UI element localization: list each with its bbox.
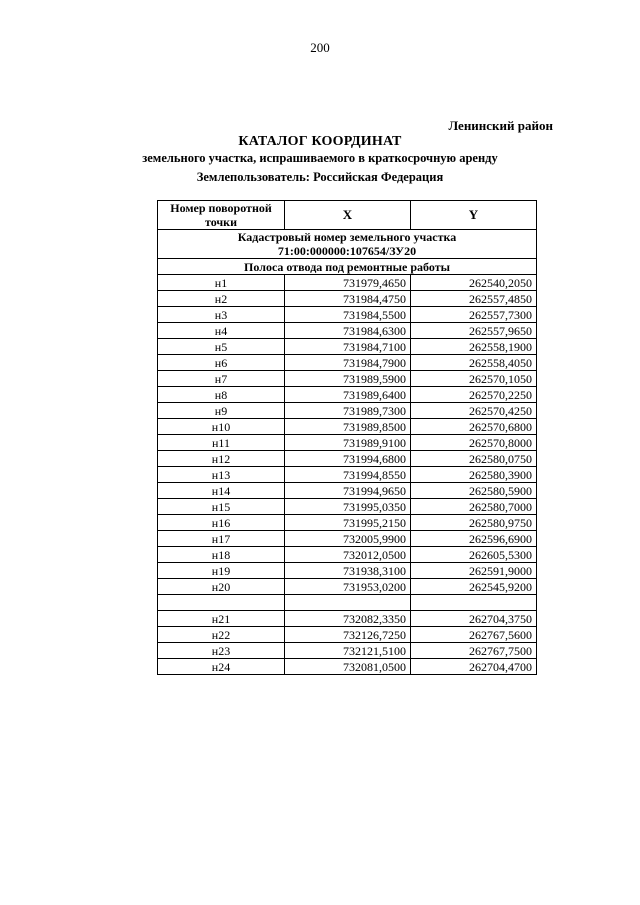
table-row — [158, 547, 537, 563]
x-cell: 731984,6300 — [285, 323, 411, 339]
table-row — [158, 387, 537, 403]
table-row — [158, 435, 537, 451]
header-y: Y — [411, 201, 537, 230]
x-cell: 731984,5500 — [285, 307, 411, 323]
section-row — [158, 259, 537, 275]
point-cell: н15 — [158, 499, 285, 515]
x-cell: 731994,8550 — [285, 467, 411, 483]
x-cell: 732005,9900 — [285, 531, 411, 547]
x-cell: 732081,0500 — [285, 659, 411, 675]
x-cell: 732121,5100 — [285, 643, 411, 659]
point-cell: н13 — [158, 467, 285, 483]
y-cell: 262580,5900 — [411, 483, 537, 499]
y-cell: 262704,4700 — [411, 659, 537, 675]
point-cell: н11 — [158, 435, 285, 451]
coordinates-table — [157, 200, 537, 675]
document-subtitle: земельного участка, испрашиваемого в краткосрочную аренду — [142, 151, 498, 165]
y-cell: 262570,8000 — [411, 435, 537, 451]
point-cell: н17 — [158, 531, 285, 547]
table-row — [158, 563, 537, 579]
point-cell: н18 — [158, 547, 285, 563]
x-cell: 731984,7900 — [285, 355, 411, 371]
y-cell: 262767,7500 — [411, 643, 537, 659]
x-cell: 731989,7300 — [285, 403, 411, 419]
table-row — [158, 579, 537, 595]
x-cell: 731979,4650 — [285, 275, 411, 291]
point-cell: н2 — [158, 291, 285, 307]
y-cell: 262767,5600 — [411, 627, 537, 643]
point-cell: н3 — [158, 307, 285, 323]
x-cell: 731984,4750 — [285, 291, 411, 307]
x-cell: 731994,9650 — [285, 483, 411, 499]
table-row — [158, 403, 537, 419]
point-cell: н23 — [158, 643, 285, 659]
table-row — [158, 659, 537, 675]
y-cell: 262580,3900 — [411, 467, 537, 483]
header-x: X — [285, 201, 411, 230]
table-row — [158, 419, 537, 435]
table-header-row — [158, 201, 537, 230]
table-row — [158, 275, 537, 291]
x-cell: 732082,3350 — [285, 611, 411, 627]
table-row — [158, 323, 537, 339]
spacer-cell — [158, 595, 285, 611]
x-cell: 731989,5900 — [285, 371, 411, 387]
x-cell: 732126,7250 — [285, 627, 411, 643]
point-cell: н6 — [158, 355, 285, 371]
y-cell: 262580,0750 — [411, 451, 537, 467]
x-cell: 732012,0500 — [285, 547, 411, 563]
table-row — [158, 371, 537, 387]
land-user: Землепользователь: Российская Федерация — [196, 170, 444, 184]
cadastral-label: Кадастровый номер земельного участка — [237, 230, 457, 244]
y-cell: 262557,9650 — [411, 323, 537, 339]
header-point: Номер поворотной точки — [158, 201, 285, 230]
y-cell: 262580,9750 — [411, 515, 537, 531]
point-cell: н16 — [158, 515, 285, 531]
y-cell: 262558,1900 — [411, 339, 537, 355]
x-cell: 731989,8500 — [285, 419, 411, 435]
spacer-cell — [411, 595, 537, 611]
table-row — [158, 531, 537, 547]
point-cell: н12 — [158, 451, 285, 467]
table-row — [158, 467, 537, 483]
x-cell: 731995,0350 — [285, 499, 411, 515]
point-cell: н22 — [158, 627, 285, 643]
y-cell: 262570,1050 — [411, 371, 537, 387]
page-number: 200 — [310, 40, 330, 55]
table-row — [158, 643, 537, 659]
y-cell: 262545,9200 — [411, 579, 537, 595]
y-cell: 262605,5300 — [411, 547, 537, 563]
y-cell: 262580,7000 — [411, 499, 537, 515]
point-cell: н7 — [158, 371, 285, 387]
table-row — [158, 627, 537, 643]
table-row-spacer — [158, 595, 537, 611]
point-cell: н4 — [158, 323, 285, 339]
point-cell: н9 — [158, 403, 285, 419]
table-row — [158, 611, 537, 627]
point-cell: н14 — [158, 483, 285, 499]
y-cell: 262704,3750 — [411, 611, 537, 627]
table-row — [158, 451, 537, 467]
x-cell: 731989,6400 — [285, 387, 411, 403]
x-cell: 731953,0200 — [285, 579, 411, 595]
point-cell: н24 — [158, 659, 285, 675]
x-cell: 731938,3100 — [285, 563, 411, 579]
y-cell: 262570,4250 — [411, 403, 537, 419]
table-row — [158, 291, 537, 307]
x-cell: 731984,7100 — [285, 339, 411, 355]
point-cell: н8 — [158, 387, 285, 403]
district-label: Ленинский район — [448, 118, 553, 133]
table-row — [158, 499, 537, 515]
x-cell: 731994,6800 — [285, 451, 411, 467]
y-cell: 262591,9000 — [411, 563, 537, 579]
x-cell: 731989,9100 — [285, 435, 411, 451]
cadastral-cell — [158, 230, 537, 259]
point-cell: н10 — [158, 419, 285, 435]
y-cell: 262557,7300 — [411, 307, 537, 323]
point-cell: н5 — [158, 339, 285, 355]
point-cell: н19 — [158, 563, 285, 579]
table-row — [158, 515, 537, 531]
y-cell: 262596,6900 — [411, 531, 537, 547]
y-cell: 262570,6800 — [411, 419, 537, 435]
document-title: КАТАЛОГ КООРДИНАТ — [238, 134, 402, 149]
y-cell: 262557,4850 — [411, 291, 537, 307]
point-cell: н21 — [158, 611, 285, 627]
point-cell: н1 — [158, 275, 285, 291]
table-row — [158, 355, 537, 371]
point-cell: н20 — [158, 579, 285, 595]
section-title: Полоса отвода под ремонтные работы — [158, 259, 537, 275]
y-cell: 262570,2250 — [411, 387, 537, 403]
spacer-cell — [285, 595, 411, 611]
y-cell: 262540,2050 — [411, 275, 537, 291]
table-row — [158, 307, 537, 323]
table-row — [158, 339, 537, 355]
y-cell: 262558,4050 — [411, 355, 537, 371]
x-cell: 731995,2150 — [285, 515, 411, 531]
cadastral-number: 71:00:000000:107654/ЗУ20 — [277, 244, 417, 258]
table-row — [158, 483, 537, 499]
cadastral-row — [158, 230, 537, 259]
